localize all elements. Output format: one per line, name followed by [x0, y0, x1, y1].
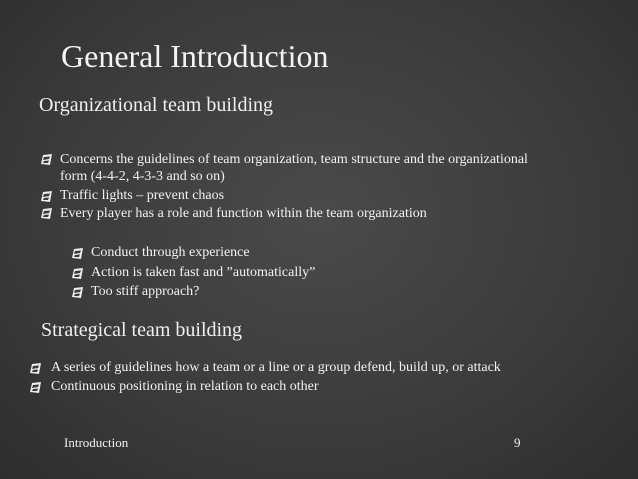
strat-item-2: Continuous positioning in relation to each other: [51, 379, 319, 394]
sub-bullet-icon: [72, 248, 83, 259]
org-item-3: Every player has a role and function within the team organization: [60, 206, 427, 221]
org-subitem-1: Conduct through experience: [91, 245, 250, 260]
sub-bullet-icon: [72, 287, 83, 298]
bullet-icon: [41, 208, 52, 219]
slide-title: General Introduction: [61, 38, 329, 74]
org-item-1: Concerns the guidelines of team organization, team structure and the organizational form (4-4-2, 4-3-3 and so on): [60, 152, 528, 184]
org-subitem-3: Too stiff approach?: [91, 284, 200, 299]
org-item-2: Traffic lights – prevent chaos: [60, 188, 225, 203]
bullet-icon: [30, 382, 41, 393]
strategical-heading: Strategical team building: [41, 319, 243, 341]
footer-label: Introduction: [64, 435, 129, 450]
bullet-icon: [41, 191, 52, 202]
page-number: 9: [514, 435, 521, 450]
bullet-icon: [30, 363, 41, 374]
org-subitem-2: Action is taken fast and ”automatically”: [91, 265, 316, 280]
bullet-icon: [41, 154, 52, 165]
strat-item-1: A series of guidelines how a team or a line or a group defend, build up, or attack: [51, 360, 501, 375]
sub-bullet-icon: [72, 268, 83, 279]
organizational-heading: Organizational team building: [39, 94, 274, 116]
